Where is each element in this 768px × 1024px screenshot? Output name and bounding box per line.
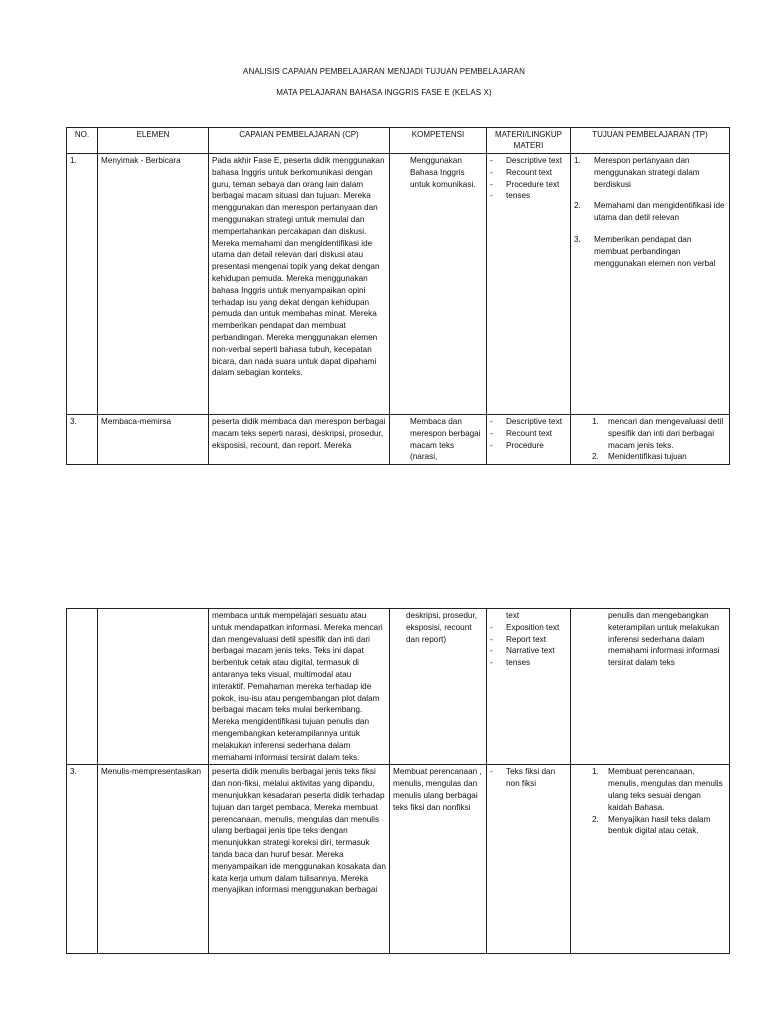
row-elemen [98, 609, 209, 765]
tp-item: 3. Memberikan pendapat dan membuat perbandingan menggunakan elemen non verbal [574, 234, 716, 268]
materi-item: - tenses [490, 657, 567, 669]
materi-continued: text [506, 611, 520, 620]
row-cp: peserta didik menulis berbagai jenis teks fiksi dan non-fiksi, melalui aktivitas yang dipandu, menunjukkan kesadaran peserta didik terhadap tujuan dan target pembaca. Mereka membuat perencanaan, menulis, mengulas dan menulis ulang berbagai jenis tipe teks dengan menunjukkan strategi koreksi diri, termasuk tanda baca dan huruf besar. Mereka menyampaikan ide menggunakan kosakata dan kata kerja umum dalam tulisannya. Mereka menyajikan informasi menggunakan berbagai [209, 765, 390, 954]
tp-item: 1. Membuat perencanaan, menulis, mengulas dan menulis ulang teks sesuai dengan kaidah Bahasa. [592, 767, 723, 812]
row-kompetensi: deskripsi, prosedur, eksposisi, recount dan report) [390, 609, 487, 765]
column-header-cp: CAPAIAN PEMBELAJARAN (CP) [209, 128, 390, 154]
row-number: 1. [67, 154, 98, 415]
row-elemen: Menyimak - Berbicara [98, 154, 209, 415]
column-header-no: NO. [67, 128, 98, 154]
row-elemen: Menulis-mempresentasikan [98, 765, 209, 954]
row-tp: penulis dan mengebangkan keterampilan untuk melakukan inferensi sederhana dalam memahami informasi informasi tersirat dalam teks [571, 609, 730, 765]
page-gap [0, 500, 768, 590]
row-tp [571, 415, 730, 465]
tp-item: 1. mencari dan mengevaluasi detil spesifik dan inti dari berbagai macam jenis teks. [592, 417, 724, 450]
analysis-table-page-2 [66, 608, 730, 954]
row-kompetensi: Membaca dan merespon berbagai macam teks (narasi, [390, 415, 487, 465]
materi-item: - Recount text [490, 428, 567, 440]
document-page-1 [0, 0, 768, 500]
materi-item: - Procedure [490, 440, 567, 452]
table-row [67, 609, 730, 765]
row-number: 3. [67, 765, 98, 954]
column-header-kompetensi: KOMPETENSI [390, 128, 487, 154]
row-materi [487, 765, 571, 954]
row-materi [487, 154, 571, 415]
tp-item: 2. Memahami dan mengidentifikasi ide utama dan detil relevan [574, 201, 725, 223]
column-header-materi: MATERI/LINGKUP MATERI [487, 128, 571, 154]
table-row [67, 765, 730, 954]
row-materi [487, 609, 571, 765]
materi-item: - Recount text [490, 167, 567, 179]
tp-item: 2. Menyajikan hasil teks dalam bentuk digital atau cetak. [592, 814, 711, 836]
row-cp: Pada akhir Fase E, peserta didik menggunakan bahasa Inggris untuk berkomunikasi dengan guru, teman sebaya dan orang lain dalam berbagai macam situasi dan tujuan. Mereka menggunakan dan merespon pertanyaan dan menggunakan strategi untuk memulai dan mempertahankan percakapan dan diskusi. Mereka memahami dan mengidentifikasi ide utama dan detail relevan dari diskusi atau presentasi mengenai topik yang dekat dengan kehidupan pemuda. Mereka menggunakan bahasa Inggris untuk menyampaikan opini terhadap isu yang dekat dengan kehidupan pemuda dan untuk membahas minat. Mereka memberikan pendapat dan membuat perbandingan. Mereka menggunakan elemen non-verbal seperti bahasa tubuh, kecepatan bicara, dan nada suara untuk dapat dipahami dalam sebagian konteks. [209, 154, 390, 415]
row-cp: membaca untuk mempelajari sesuatu atau untuk mendapatkan informasi. Mereka mencari dan mengevaluasi detil spesifik dan inti dari berbagai macam jenis teks. Teks ini dapat berbentuk cetak atau digital, termasuk di antaranya teks visual, multimodal atau interaktif. Pemahaman mereka terhadap ide pokok, isu-isu atau pengembangan plot dalam berbagai macam teks mulai berkembang. Mereka mengidentifikasi tujuan penulis dan mengembangkan keterampilannya untuk melakukan inferensi sederhana dalam memahami informasi tersirat dalam teks. [209, 609, 390, 765]
materi-item: - Descriptive text [490, 155, 567, 167]
materi-item: - Report text [490, 634, 567, 646]
row-kompetensi: Membuat perencanaan , menulis, mengulas dan menulis ulang berbagai teks fiksi dan nonfiksi [390, 765, 487, 954]
analysis-table-page-1 [66, 127, 730, 465]
row-tp [571, 154, 730, 415]
table-row [67, 154, 730, 415]
row-number: 3. [67, 415, 98, 465]
row-number [67, 609, 98, 765]
tp-item: 2. Menidentifikasi tujuan [592, 452, 687, 462]
row-cp: peserta didik membaca dan merespon berbagai macam teks seperti narasi, deskripsi, prosedur, eksposisi, recount, dan report. Mereka [209, 415, 390, 465]
column-header-tp: TUJUAN PEMBELAJARAN (TP) [571, 128, 730, 154]
materi-item: - Exposition text [490, 622, 567, 634]
materi-item: - Descriptive text [490, 416, 567, 428]
table-header-row [67, 128, 730, 154]
tp-item: 1. Merespon pertanyaan dan menggunakan strategi dalam berdiskusi [574, 156, 700, 189]
document-page-2 [0, 590, 768, 1024]
row-kompetensi: Menggunakan Bahasa Inggris untuk komunikasi. [390, 154, 487, 415]
materi-item: - Narrative text [490, 645, 567, 657]
materi-item: - Procedure text [490, 179, 567, 191]
materi-item: - tenses [490, 190, 567, 202]
row-elemen: Membaca-memirsa [98, 415, 209, 465]
document-title: ANALISIS CAPAIAN PEMBELAJARAN MENJADI TUJUAN PEMBELAJARAN [243, 67, 525, 76]
materi-item: - Teks fiksi dan non fiksi [490, 766, 567, 790]
row-materi [487, 415, 571, 465]
table-row [67, 415, 730, 465]
row-tp [571, 765, 730, 954]
column-header-elemen: ELEMEN [98, 128, 209, 154]
document-subtitle: MATA PELAJARAN BAHASA INGGRIS FASE E (KELAS X) [276, 88, 492, 97]
